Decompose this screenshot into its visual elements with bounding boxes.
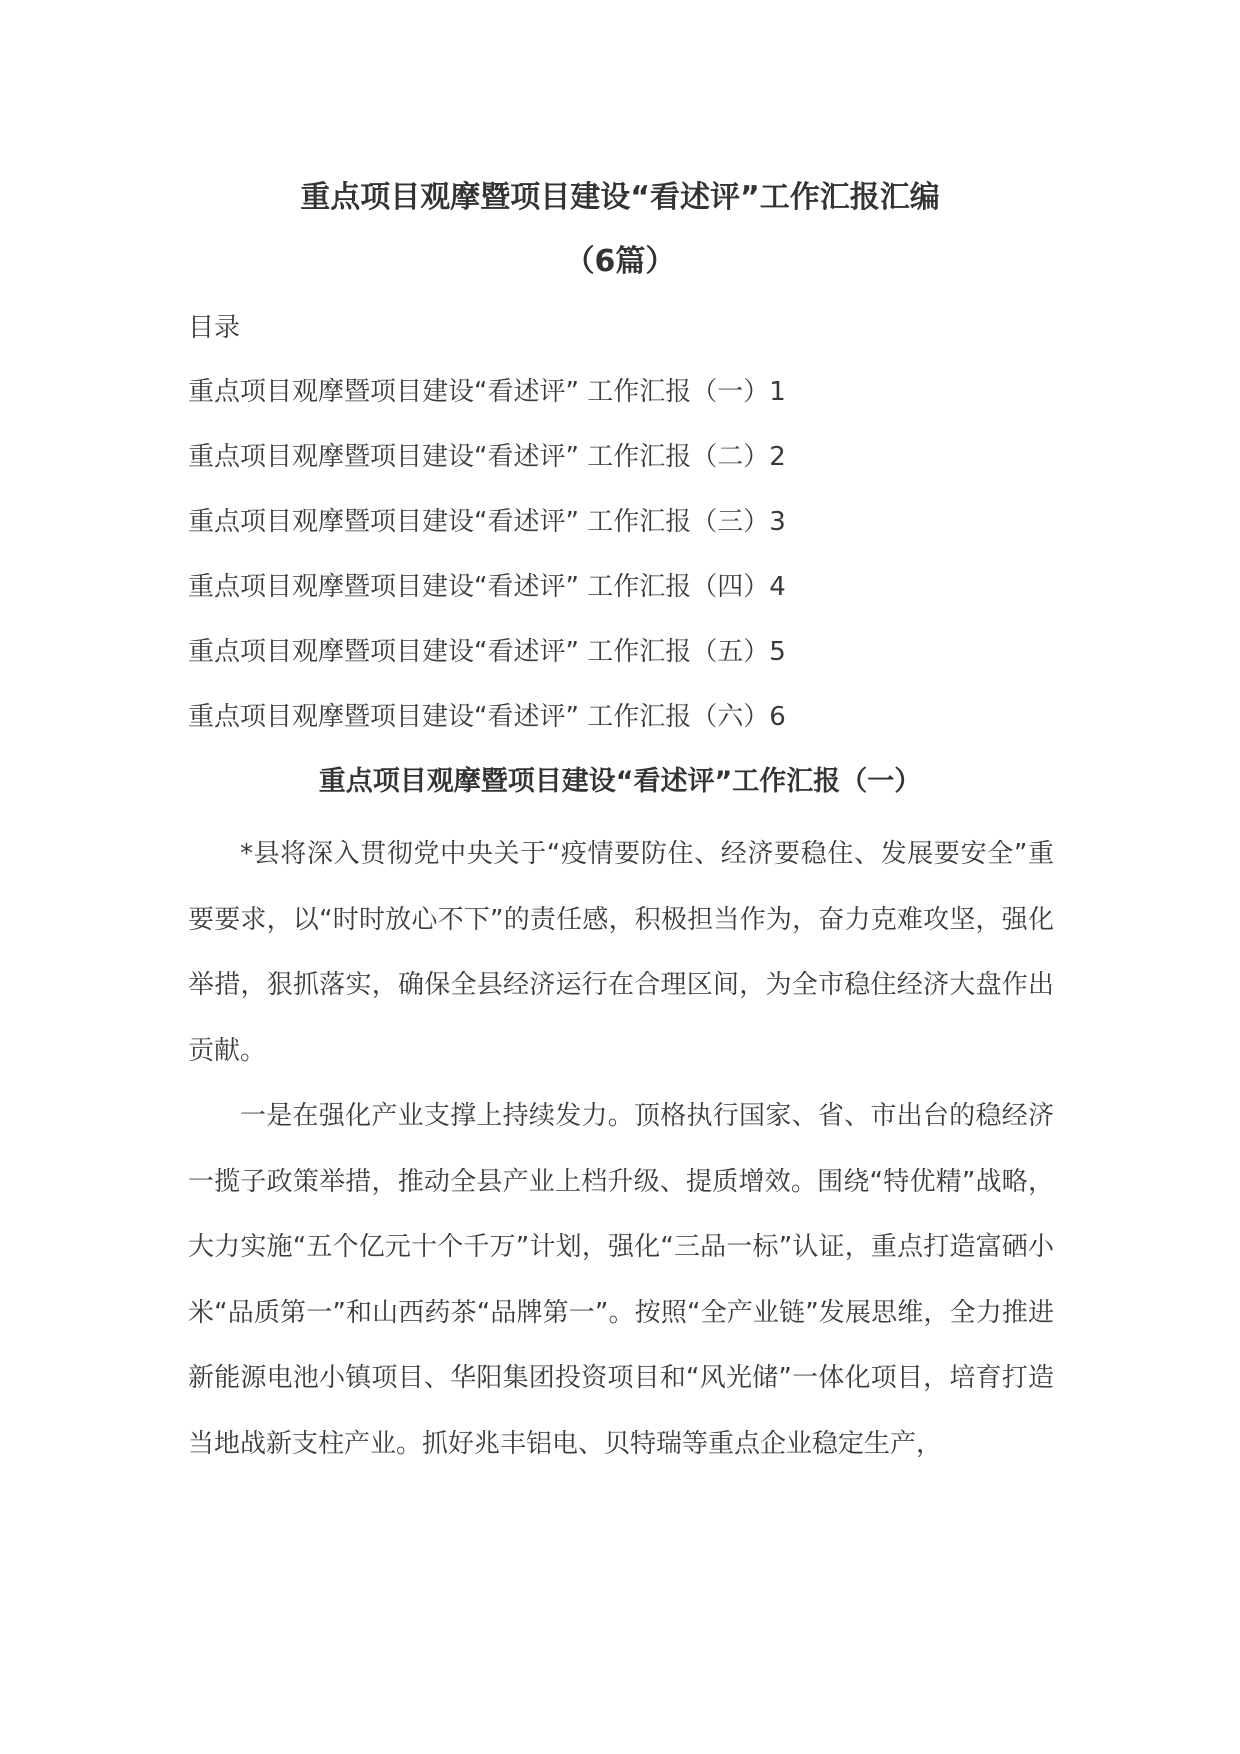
- toc-item-2: 重点项目观摩暨项目建设“看述评” 工作汇报（二）2: [188, 442, 786, 472]
- toc-item-6: 重点项目观摩暨项目建设“看述评” 工作汇报（六）6: [188, 702, 786, 732]
- toc-item-4: 重点项目观摩暨项目建设“看述评” 工作汇报（四）4: [188, 572, 786, 602]
- section-title: 重点项目观摩暨项目建设“看述评”工作汇报（一）: [318, 766, 922, 797]
- toc-item-3: 重点项目观摩暨项目建设“看述评” 工作汇报（三）3: [188, 507, 786, 537]
- toc-item-1: 重点项目观摩暨项目建设“看述评” 工作汇报（一）1: [188, 377, 786, 407]
- table-of-contents: [188, 374, 786, 764]
- body-paragraph-1: *县将深入贯彻党中央关于“疫情要防住、经济要稳住、发展要安全”重要要求，以“时时放心不下”的责任感，积极担当作为，奋力克难攻坚，强化举措，狠抓落实，确保全县经济运行在合理区间，为全市稳住经济大盘作出贡献。: [188, 839, 1054, 1066]
- document-subtitle: （6篇）: [564, 244, 676, 279]
- body-paragraph-2: 一是在强化产业支撑上持续发力。顶格执行国家、省、市出台的稳经济一揽子政策举措，推动全县产业上档升级、提质增效。围绕“特优精”战略，大力实施“五个亿元十个千万”计划，强化“三品一标”认证，重点打造富硒小米“品质第一”和山西药茶“品牌第一”。按照“全产业链”发展思维，全力推进新能源电池小镇项目、华阳集团投资项目和“风光储”一体化项目，培育打造当地战新支柱产业。抓好兆丰铝电、贝特瑞等重点企业稳定生产，: [188, 1101, 1054, 1459]
- toc-heading: 目录: [188, 313, 241, 343]
- toc-item-5: 重点项目观摩暨项目建设“看述评” 工作汇报（五）5: [188, 637, 786, 667]
- document-title: 重点项目观摩暨项目建设“看述评”工作汇报汇编: [300, 180, 940, 215]
